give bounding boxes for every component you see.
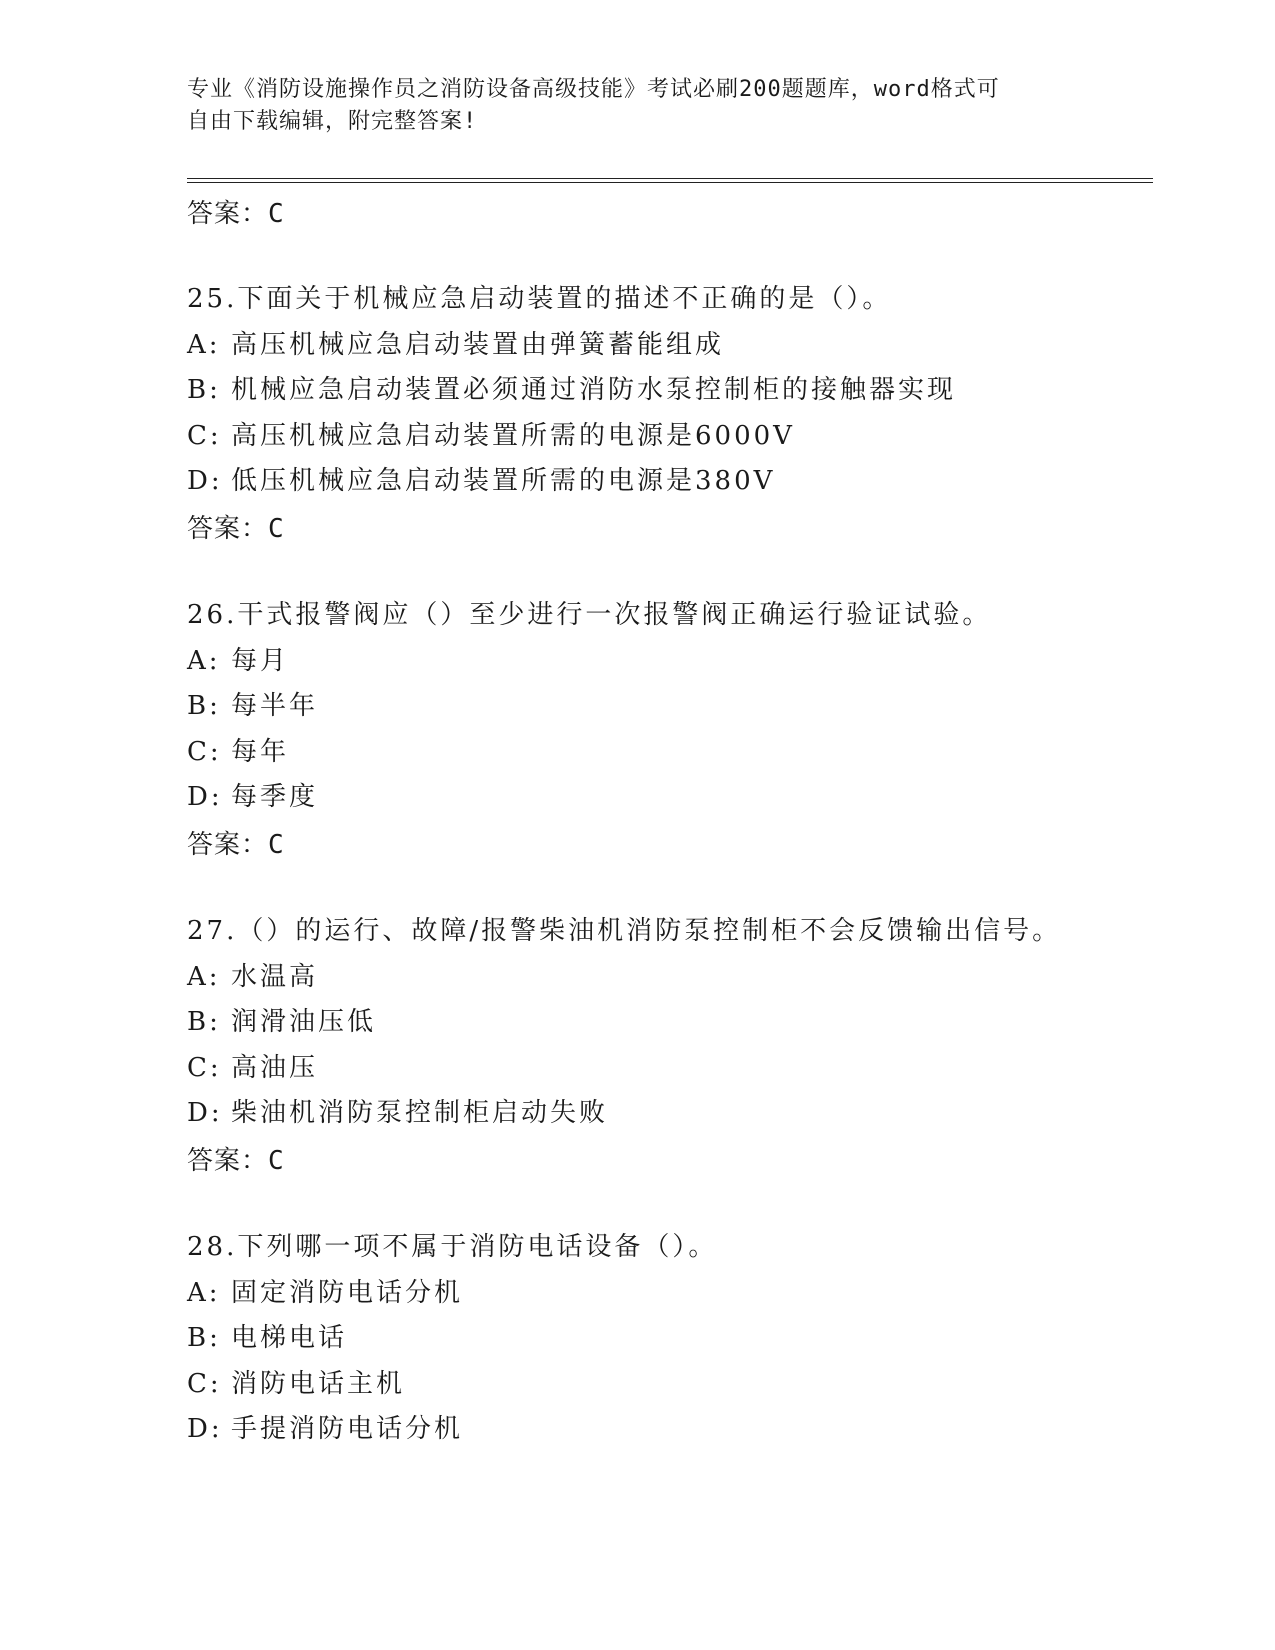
- option-text: 高油压: [231, 1052, 319, 1083]
- answer-value: C: [268, 830, 285, 860]
- option-letter: A:: [187, 329, 221, 360]
- option-letter: D:: [187, 782, 223, 812]
- answer-line-25: [187, 508, 285, 545]
- question-26: [187, 593, 1167, 821]
- option-letter: C:: [187, 420, 222, 451]
- header-divider-bottom: [187, 182, 1153, 183]
- option-letter: B:: [187, 1007, 221, 1037]
- option-text: 每年: [231, 736, 290, 767]
- option-text: 每月: [231, 645, 290, 676]
- option-letter: D:: [187, 466, 223, 496]
- document-header: [187, 74, 1087, 138]
- option-b: [187, 1000, 1167, 1046]
- question-28: [187, 1225, 1167, 1453]
- option-letter: C:: [187, 736, 222, 767]
- header-line-2: 自由下载编辑，附完整答案!: [187, 109, 478, 134]
- header-divider-top: [187, 178, 1153, 179]
- option-letter: A:: [187, 961, 221, 992]
- answer-label: 答案：: [187, 1146, 269, 1176]
- option-a: [187, 1271, 1167, 1317]
- option-letter: B:: [187, 375, 221, 405]
- option-text: 机械应急启动装置必须通过消防水泵控制柜的接触器实现: [231, 375, 957, 405]
- option-text: 柴油机消防泵控制柜启动失败: [231, 1098, 609, 1128]
- option-d: [187, 1407, 1167, 1453]
- option-text: 电梯电话: [231, 1323, 348, 1353]
- option-text: 消防电话主机: [231, 1368, 406, 1399]
- question-stem: 25.下面关于机械应急启动装置的描述不正确的是（）。: [187, 284, 892, 314]
- option-letter: B:: [187, 691, 221, 721]
- answer-label: 答案：: [187, 199, 269, 229]
- answer-line-27: [187, 1140, 285, 1177]
- option-letter: D:: [187, 1098, 223, 1128]
- option-b: [187, 1316, 1167, 1362]
- option-a: [187, 323, 1167, 369]
- option-c: [187, 414, 1167, 460]
- option-text: 每半年: [231, 691, 319, 721]
- question-stem: 28.下列哪一项不属于消防电话设备（）。: [187, 1232, 718, 1262]
- answer-value: C: [268, 1146, 285, 1176]
- option-letter: B:: [187, 1323, 221, 1353]
- answer-label: 答案：: [187, 514, 269, 544]
- option-text: 高压机械应急启动装置所需的电源是6000V: [231, 420, 795, 451]
- answer-value: C: [268, 514, 285, 544]
- question-25: [187, 277, 1167, 505]
- answer-line-24: [187, 193, 285, 230]
- option-text: 固定消防电话分机: [231, 1277, 464, 1308]
- option-text: 润滑油压低: [231, 1007, 377, 1037]
- option-text: 手提消防电话分机: [231, 1414, 464, 1444]
- option-c: [187, 730, 1167, 776]
- answer-value: C: [268, 199, 285, 229]
- option-a: [187, 639, 1167, 685]
- option-c: [187, 1362, 1167, 1408]
- option-letter: A:: [187, 1277, 221, 1308]
- answer-line-26: [187, 824, 285, 861]
- option-b: [187, 368, 1167, 414]
- option-text: 高压机械应急启动装置由弹簧蓄能组成: [231, 329, 725, 360]
- option-c: [187, 1046, 1167, 1092]
- option-letter: D:: [187, 1414, 223, 1444]
- option-d: [187, 459, 1167, 505]
- question-27: [187, 909, 1167, 1137]
- option-letter: A:: [187, 645, 221, 676]
- option-d: [187, 1091, 1167, 1137]
- header-line-1: 专业《消防设施操作员之消防设备高级技能》考试必刷200题题库，word格式可: [187, 77, 1000, 102]
- answer-label: 答案：: [187, 830, 269, 860]
- option-text: 水温高: [231, 961, 319, 992]
- option-letter: C:: [187, 1368, 222, 1399]
- option-text: 低压机械应急启动装置所需的电源是380V: [231, 466, 776, 496]
- option-d: [187, 775, 1167, 821]
- option-text: 每季度: [231, 782, 319, 812]
- question-stem: 27.（）的运行、故障/报警柴油机消防泵控制柜不会反馈输出信号。: [187, 916, 1062, 946]
- option-a: [187, 955, 1167, 1001]
- option-b: [187, 684, 1167, 730]
- question-stem: 26.干式报警阀应（）至少进行一次报警阀正确运行验证试验。: [187, 600, 992, 630]
- option-letter: C:: [187, 1052, 222, 1083]
